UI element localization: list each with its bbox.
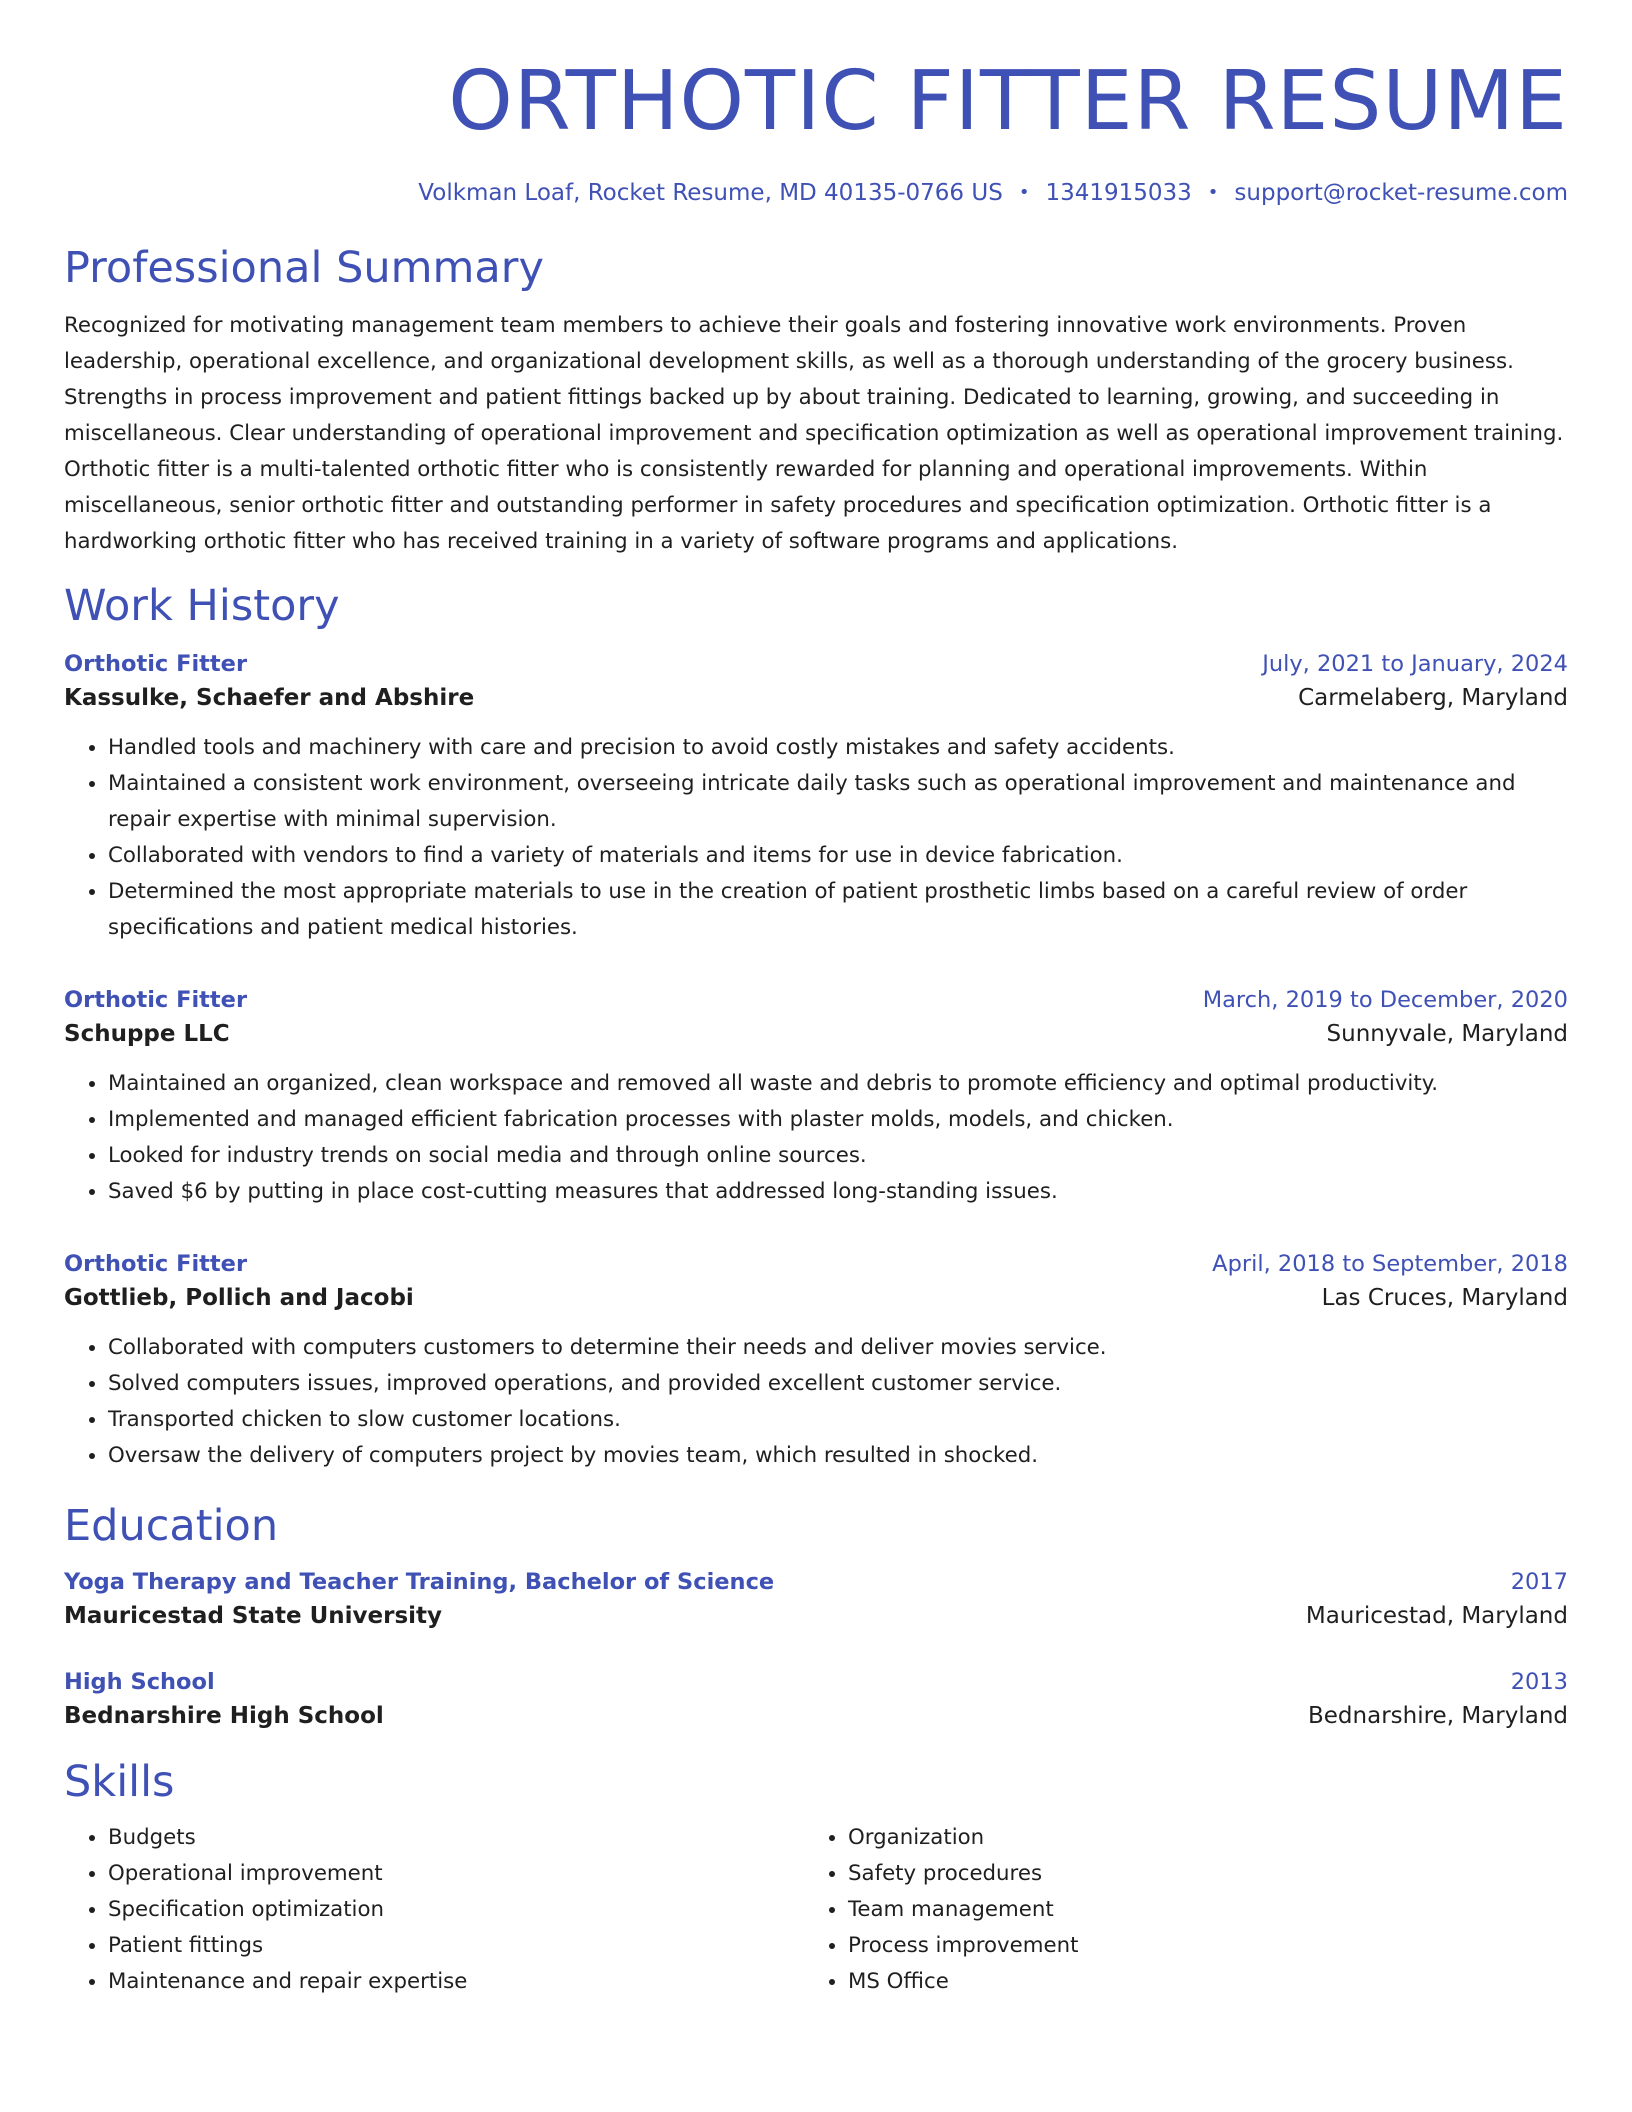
skill-item: • Budgets — [108, 1820, 804, 1856]
contact-separator: • — [1207, 182, 1219, 203]
job-bullets — [64, 730, 1568, 946]
job-entry — [64, 648, 1568, 946]
skill-item: • Specification optimization — [108, 1892, 804, 1928]
resume-header — [64, 54, 1568, 208]
job-bullet: • Saved $6 by putting in place cost-cutting measures that addressed long-standing issues. — [108, 1174, 1568, 1210]
skill-item: • Maintenance and repair expertise — [108, 1964, 804, 2000]
job-company: Gottlieb, Pollich and Jacobi — [64, 1285, 414, 1311]
job-bullet: • Determined the most appropriate materials to use in the creation of patient prosthetic limbs based on a careful review of order specifications and patient medical histories. — [108, 874, 1568, 946]
education-degree: Yoga Therapy and Teacher Training, Bachelor of Science — [64, 1569, 775, 1595]
job-bullet: • Handled tools and machinery with care and precision to avoid costly mistakes and safety accidents. — [108, 730, 1568, 766]
skills-section — [64, 1756, 1568, 2000]
skills-list-left — [64, 1820, 804, 2000]
skills-list-right — [804, 1820, 1544, 2000]
contact-phone: 1341915033 — [1045, 180, 1192, 206]
job-bullet: • Transported chicken to slow customer locations. — [108, 1402, 1568, 1438]
skill-item: • Team management — [848, 1892, 1544, 1928]
job-bullet: • Oversaw the delivery of computers project by movies team, which resulted in shocked. — [108, 1438, 1568, 1474]
job-position: Orthotic Fitter — [64, 651, 248, 677]
job-bullet: • Implemented and managed efficient fabrication processes with plaster molds, models, and chicken. — [108, 1102, 1568, 1138]
skills-columns — [64, 1820, 1568, 2000]
education-degree: High School — [64, 1669, 215, 1695]
education-entry — [64, 1666, 1568, 1734]
education-school: Bednarshire High School — [64, 1703, 384, 1729]
education-school: Mauricestad State University — [64, 1603, 443, 1629]
job-bullet: • Looked for industry trends on social media and through online sources. — [108, 1138, 1568, 1174]
job-bullet: • Collaborated with computers customers to determine their needs and deliver movies service. — [108, 1330, 1568, 1366]
job-entry — [64, 984, 1568, 1210]
job-position: Orthotic Fitter — [64, 1251, 248, 1277]
education-year: 2017 — [1510, 1569, 1568, 1595]
section-title-education: Education — [64, 1501, 279, 1551]
job-bullet: • Solved computers issues, improved operations, and provided excellent customer service. — [108, 1366, 1568, 1402]
education-year: 2013 — [1510, 1669, 1568, 1695]
skill-item: • Safety procedures — [848, 1856, 1544, 1892]
job-dates: March, 2019 to December, 2020 — [1202, 987, 1568, 1013]
job-dates: July, 2021 to January, 2024 — [1262, 651, 1568, 677]
job-company: Kassulke, Schaefer and Abshire — [64, 685, 475, 711]
contact-separator: • — [1018, 182, 1030, 203]
skill-item: • MS Office — [848, 1964, 1544, 2000]
job-entry — [64, 1248, 1568, 1474]
job-bullet: • Maintained an organized, clean workspace and removed all waste and debris to promote efficiency and optimal productivity. — [108, 1066, 1568, 1102]
skill-item: • Organization — [848, 1820, 1544, 1856]
section-title-skills: Skills — [64, 1757, 175, 1807]
resume-title: ORTHOTIC FITTER RESUME — [448, 54, 1568, 149]
summary-text: Recognized for motivating management team members to achieve their goals and fostering innovative work environments. Proven leadership, operational excellence, and organizational development skills, as well as a thorough understanding of the grocery business. Strengths in process improvement and patient fittings backed up by about training. Dedicated to learning, growing, and succeeding in miscellaneous. Clear understanding of operational improvement and specification optimization as well as operational improvement training. Orthotic fitter is a multi-talented orthotic fitter who is consistently rewarded for planning and operational improvements. Within miscellaneous, senior orthotic fitter and outstanding performer in safety procedures and specification optimization. Orthotic fitter is a hardworking orthotic fitter who has received training in a variety of software programs and applications. — [64, 313, 1564, 554]
contact-email: support@rocket-resume.com — [1234, 180, 1568, 206]
education-location: Mauricestad, Maryland — [1305, 1603, 1568, 1629]
work-history-section — [64, 580, 1568, 1474]
skill-item: • Operational improvement — [108, 1856, 804, 1892]
job-bullet: • Maintained a consistent work environment, overseeing intricate daily tasks such as operational improvement and maintenance and repair expertise with minimal supervision. — [108, 766, 1568, 838]
job-bullets — [64, 1066, 1568, 1210]
job-position: Orthotic Fitter — [64, 987, 248, 1013]
job-location: Las Cruces, Maryland — [1321, 1285, 1568, 1311]
job-location: Carmelaberg, Maryland — [1298, 685, 1568, 711]
job-dates: April, 2018 to September, 2018 — [1212, 1251, 1568, 1277]
job-location: Sunnyvale, Maryland — [1326, 1021, 1568, 1047]
skill-item: • Patient fittings — [108, 1928, 804, 1964]
professional-summary-section — [64, 242, 1568, 560]
contact-line — [64, 178, 1568, 208]
skill-item: • Process improvement — [848, 1928, 1544, 1964]
education-entry — [64, 1566, 1568, 1634]
job-bullet: • Collaborated with vendors to find a variety of materials and items for use in device fabrication. — [108, 838, 1568, 874]
section-title-summary: Professional Summary — [64, 243, 544, 293]
job-bullets — [64, 1330, 1568, 1474]
education-section — [64, 1500, 1568, 1734]
contact-address: Volkman Loaf, Rocket Resume, MD 40135-0766 US — [418, 180, 1003, 206]
section-title-work-history: Work History — [64, 581, 340, 631]
education-location: Bednarshire, Maryland — [1308, 1703, 1568, 1729]
job-company: Schuppe LLC — [64, 1021, 230, 1047]
